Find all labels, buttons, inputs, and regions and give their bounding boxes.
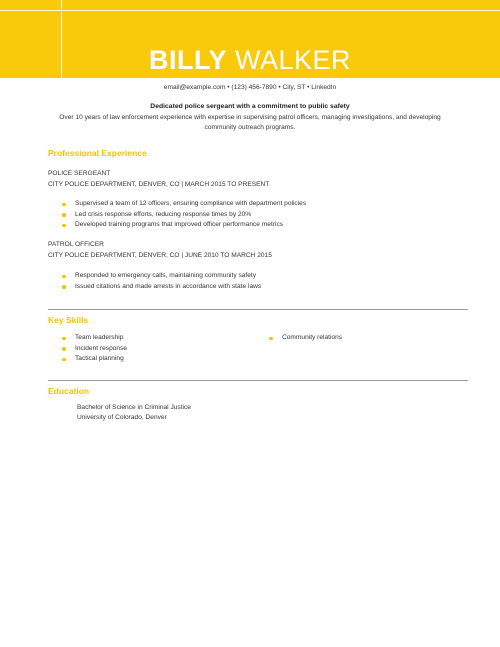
skill-text: Community relations xyxy=(282,334,343,341)
section-divider xyxy=(48,380,468,381)
list-item xyxy=(269,333,342,344)
skill-text: Incident response xyxy=(75,344,128,352)
first-name: BILLY xyxy=(148,45,227,75)
header-horizontal-line xyxy=(0,10,500,11)
bullet-icon xyxy=(62,203,66,207)
summary: Over 10 years of law enforcement experience with expertise in supervising patrol officers, managing investigations, and developing community outreach programs. xyxy=(59,114,441,131)
skills-list-right xyxy=(269,333,342,344)
contact-line: email@example.com • (123) 456-7890 • City, ST • LinkedIn xyxy=(163,84,337,91)
header-banner xyxy=(0,0,500,78)
bullet-text: Led crisis response efforts, reducing response times by 20% xyxy=(75,210,252,218)
last-name: WALKER xyxy=(235,45,352,75)
skill-text: Tactical planning xyxy=(75,355,124,362)
list-item xyxy=(62,271,261,282)
bullet-icon xyxy=(269,337,273,341)
job-bullets xyxy=(62,199,306,231)
section-divider xyxy=(48,309,468,310)
bullet-text: Supervised a team of 12 officers, ensuring compliance with department policies xyxy=(75,200,307,207)
skills-heading: Key Skills xyxy=(48,315,89,325)
skill-text: Team leadership xyxy=(75,334,124,341)
bullet-icon xyxy=(62,358,66,362)
bullet-text: Issued citations and made arrests in accordance with state laws xyxy=(75,282,262,290)
bullet-icon xyxy=(62,347,66,351)
candidate-name xyxy=(0,44,500,76)
skills-list-left xyxy=(62,333,127,365)
bullet-icon xyxy=(62,275,66,279)
job-bullets xyxy=(62,271,261,292)
bullet-icon xyxy=(62,285,66,289)
job-org: CITY POLICE DEPARTMENT, DENVER, CO | MARCH 2015 TO PRESENT xyxy=(48,181,270,188)
bullet-icon xyxy=(62,224,66,228)
experience-heading: Professional Experience xyxy=(48,148,147,158)
degree: Bachelor of Science in Criminal Justice xyxy=(77,404,191,411)
headline: Dedicated police sergeant with a commitment to public safety xyxy=(150,103,350,110)
bullet-text: Responded to emergency calls, maintaining community safety xyxy=(75,272,257,279)
list-item xyxy=(62,220,306,231)
job-org: CITY POLICE DEPARTMENT, DENVER, CO | JUNE 2010 TO MARCH 2015 xyxy=(48,252,272,259)
list-item xyxy=(62,344,127,355)
list-item xyxy=(62,210,306,221)
education-heading: Education xyxy=(48,386,90,396)
bullet-icon xyxy=(62,337,66,341)
list-item xyxy=(62,333,127,344)
bullet-icon xyxy=(62,213,66,217)
job-role: POLICE SERGEANT xyxy=(48,170,111,177)
bullet-text: Developed training programs that improved officer performance metrics xyxy=(75,221,284,228)
school: University of Colorado, Denver xyxy=(77,414,167,421)
list-item xyxy=(62,199,306,210)
list-item xyxy=(62,354,127,365)
job-role: PATROL OFFICER xyxy=(48,241,104,248)
list-item xyxy=(62,282,261,293)
